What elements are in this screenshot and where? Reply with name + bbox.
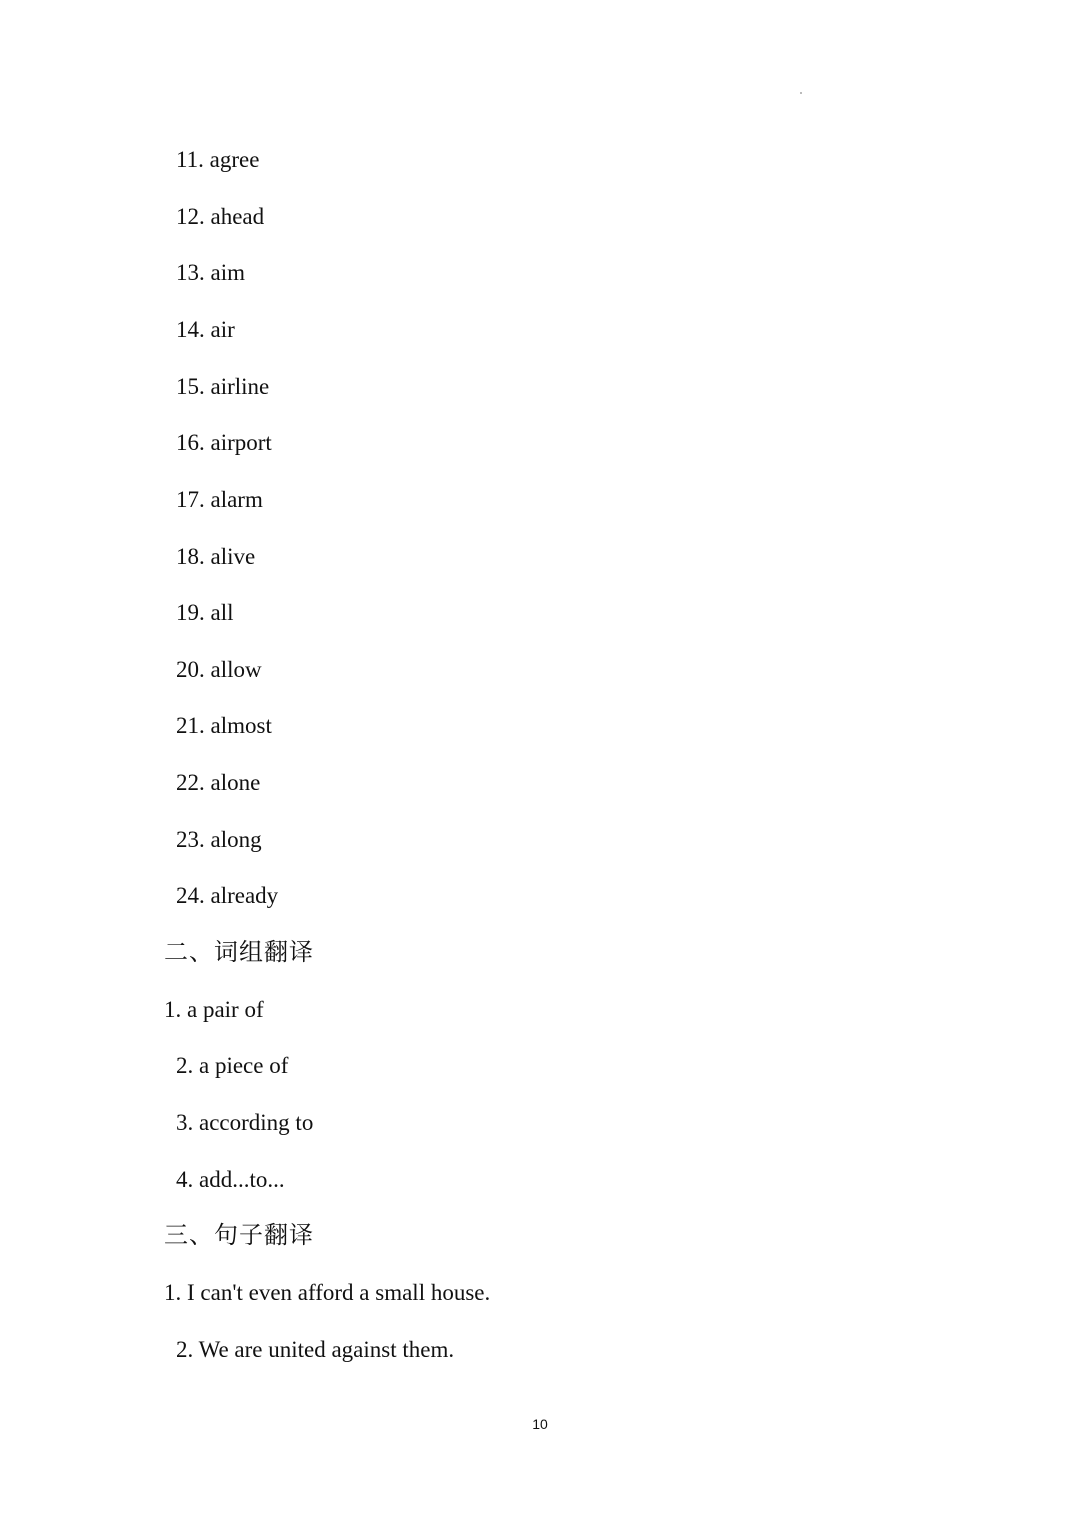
list-item: 19. all: [176, 600, 234, 625]
scan-speck: [800, 92, 802, 94]
section-heading-phrase-translation: 二、词组翻译: [164, 938, 314, 966]
list-item: 24. already: [176, 883, 279, 908]
list-item: 22. alone: [176, 770, 261, 795]
list-item: 16. airport: [176, 430, 272, 455]
list-item: 1. I can't even afford a small house.: [164, 1280, 491, 1305]
list-item: 17. alarm: [176, 487, 263, 512]
list-item: 20. allow: [176, 657, 262, 682]
list-item: 2. We are united against them.: [176, 1337, 455, 1362]
list-item: 12. ahead: [176, 204, 265, 229]
list-item: 15. airline: [176, 374, 270, 399]
list-item: 11. agree: [176, 147, 260, 172]
list-item: 23. along: [176, 827, 262, 852]
list-item: 4. add...to...: [176, 1167, 285, 1192]
list-item: 13. aim: [176, 260, 245, 285]
section-heading-sentence-translation: 三、句子翻译: [164, 1221, 314, 1249]
list-item: 2. a piece of: [176, 1053, 289, 1078]
list-item: 3. according to: [176, 1110, 314, 1135]
list-item: 1. a pair of: [164, 997, 264, 1022]
list-item: 14. air: [176, 317, 235, 342]
list-item: 18. alive: [176, 544, 256, 569]
page-number: 10: [532, 1416, 548, 1432]
list-item: 21. almost: [176, 713, 272, 738]
